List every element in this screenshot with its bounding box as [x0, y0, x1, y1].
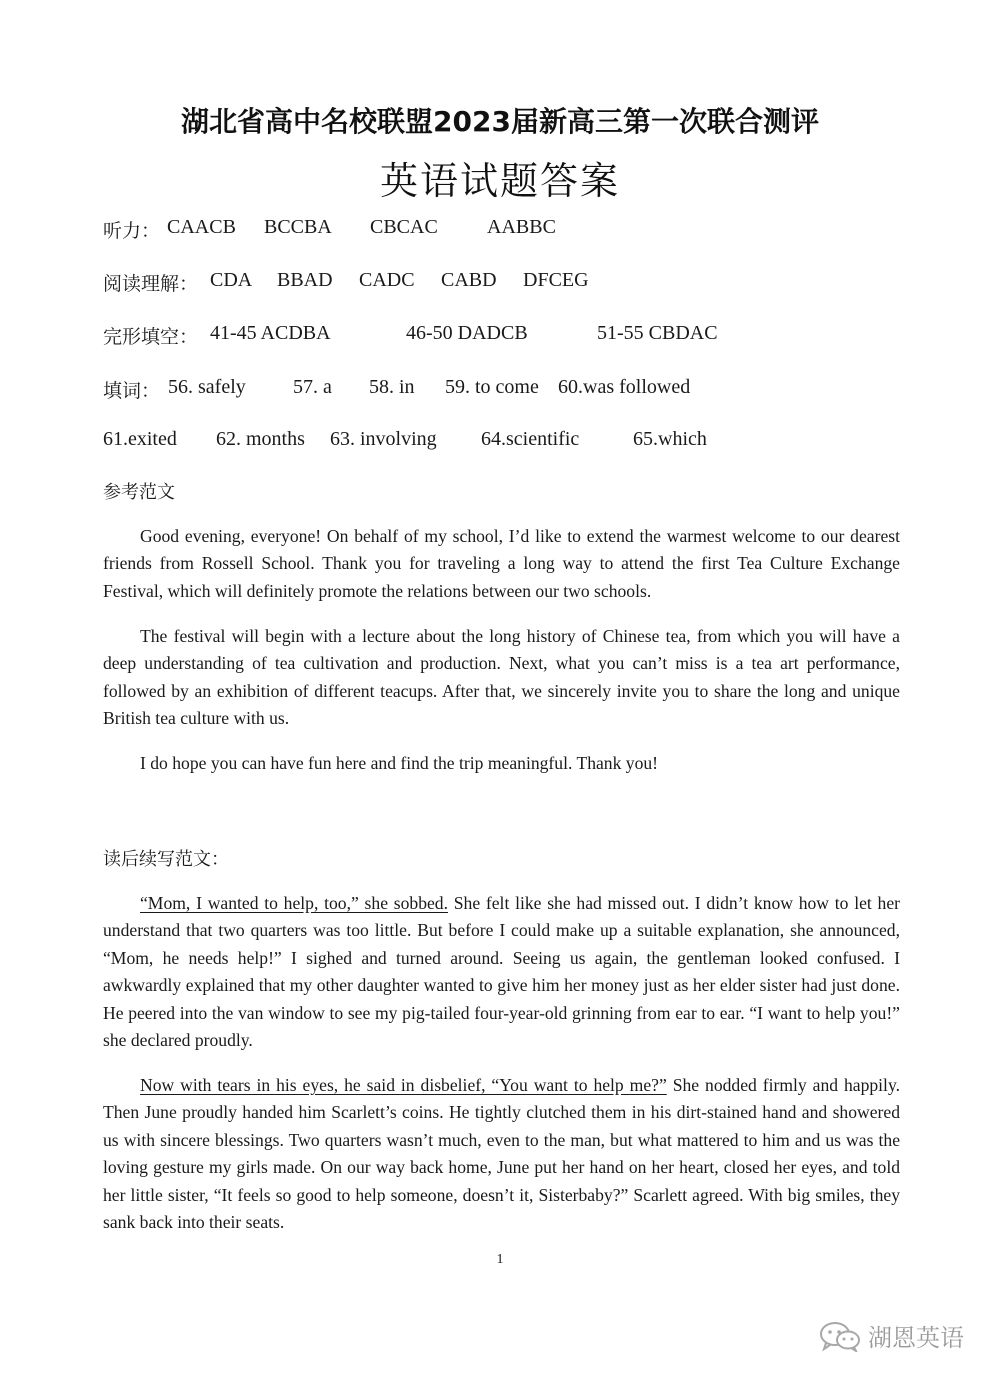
answer-group: CDA [210, 269, 253, 291]
answer-group: 41-45 ACDBA [210, 322, 331, 344]
paragraph-text: She nodded firmly and happily. Then June proudly handed him Scarlett’s coins. He tightly clutched them in his dirt-stained hand and showered us with sincere blessings. Two quarters wasn’t much, even to the man, but what mattered to him and us was the loving gesture my girls made. On our way back home, June put her hand on her heart, closed her eyes, and told her little sister, “It feels so good to help someone, doesn’t it, Sisterbaby?” Scarlett agreed. With big smiles, they sank back into their seats. [103, 1075, 900, 1233]
continuation-label: 读后续写范文： [103, 849, 229, 870]
paragraph-text: She felt like she had missed out. I didn’t know how to let her understand that two quarters was too little. But before I could make up a suitable explanation, she announced, “Mom, he needs help!” I sighed and turned around. Seeing us again, the gentleman looked confused. I awkwardly explained that my other daughter wanted to give him her money just as her elder sister had just done. He peered into the van window to see my pig-tailed four-year-old grinning from ear to ear. “I want to help you!” she declared proudly. [103, 893, 900, 1051]
answer-group: CBCAC [370, 216, 438, 238]
continuation-paragraph-1 [103, 890, 900, 1054]
answer-item: 64.scientific [481, 428, 580, 450]
answer-group: DFCEG [523, 269, 589, 291]
reading-label: 阅读理解： [103, 273, 199, 295]
answer-group: 46-50 DADCB [406, 322, 528, 344]
underlined-lead-sentence: Now with tears in his eyes, he said in disbelief, “You want to help me?” [140, 1075, 667, 1095]
answer-group: CABD [441, 269, 497, 291]
document-title: 湖北省高中名校联盟2023届新高三第一次联合测评 [181, 105, 819, 138]
answer-item: 58. in [369, 376, 415, 398]
document-subtitle: 英语试题答案 [379, 159, 620, 203]
continuation-paragraph-2 [103, 1072, 900, 1236]
answer-group: CAACB [167, 216, 236, 238]
wechat-icon [818, 1320, 862, 1352]
fill-in-label: 填词： [103, 380, 161, 402]
answer-group: 51-55 CBDAC [597, 322, 718, 344]
essay-label: 参考范文 [103, 482, 175, 503]
answer-item: 63. involving [330, 428, 437, 450]
answer-item: 60.was followed [558, 376, 691, 398]
page-number: 1 [496, 1252, 504, 1267]
listening-label: 听力： [103, 220, 161, 242]
cloze-label: 完形填空： [103, 326, 199, 348]
watermark-text: 湖恩英语 [868, 1324, 964, 1352]
answer-group: BBAD [277, 269, 333, 291]
answer-item: 59. to come [445, 376, 539, 398]
answer-group: BCCBA [264, 216, 332, 238]
answer-group: CADC [359, 269, 415, 291]
answer-item: 56. safely [168, 376, 246, 398]
underlined-lead-sentence: “Mom, I wanted to help, too,” she sobbed. [140, 893, 448, 913]
essay-paragraph: Good evening, everyone! On behalf of my school, I’d like to extend the warmest welcome to our dearest friends from Rossell School. Thank you for traveling a long way to attend the first Tea Culture Exchange Festival, which will definitely promote the relations between our two schools. [103, 526, 900, 601]
answer-item: 61.exited [103, 428, 177, 450]
answer-item: 57. a [293, 376, 332, 398]
answer-item: 65.which [633, 428, 707, 450]
essay-paragraph: The festival will begin with a lecture about the long history of Chinese tea, from which you will have a deep understanding of tea cultivation and production. Next, what you can’t miss is a tea art performance, followed by an exhibition of different teacups. After that, we sincerely invite you to share the long and unique British tea culture with us. [103, 626, 900, 729]
watermark [818, 1318, 964, 1353]
essay-paragraph: I do hope you can have fun here and find the trip meaningful. Thank you! [140, 753, 659, 773]
answer-group: AABBC [487, 216, 556, 238]
answer-item: 62. months [216, 428, 305, 450]
